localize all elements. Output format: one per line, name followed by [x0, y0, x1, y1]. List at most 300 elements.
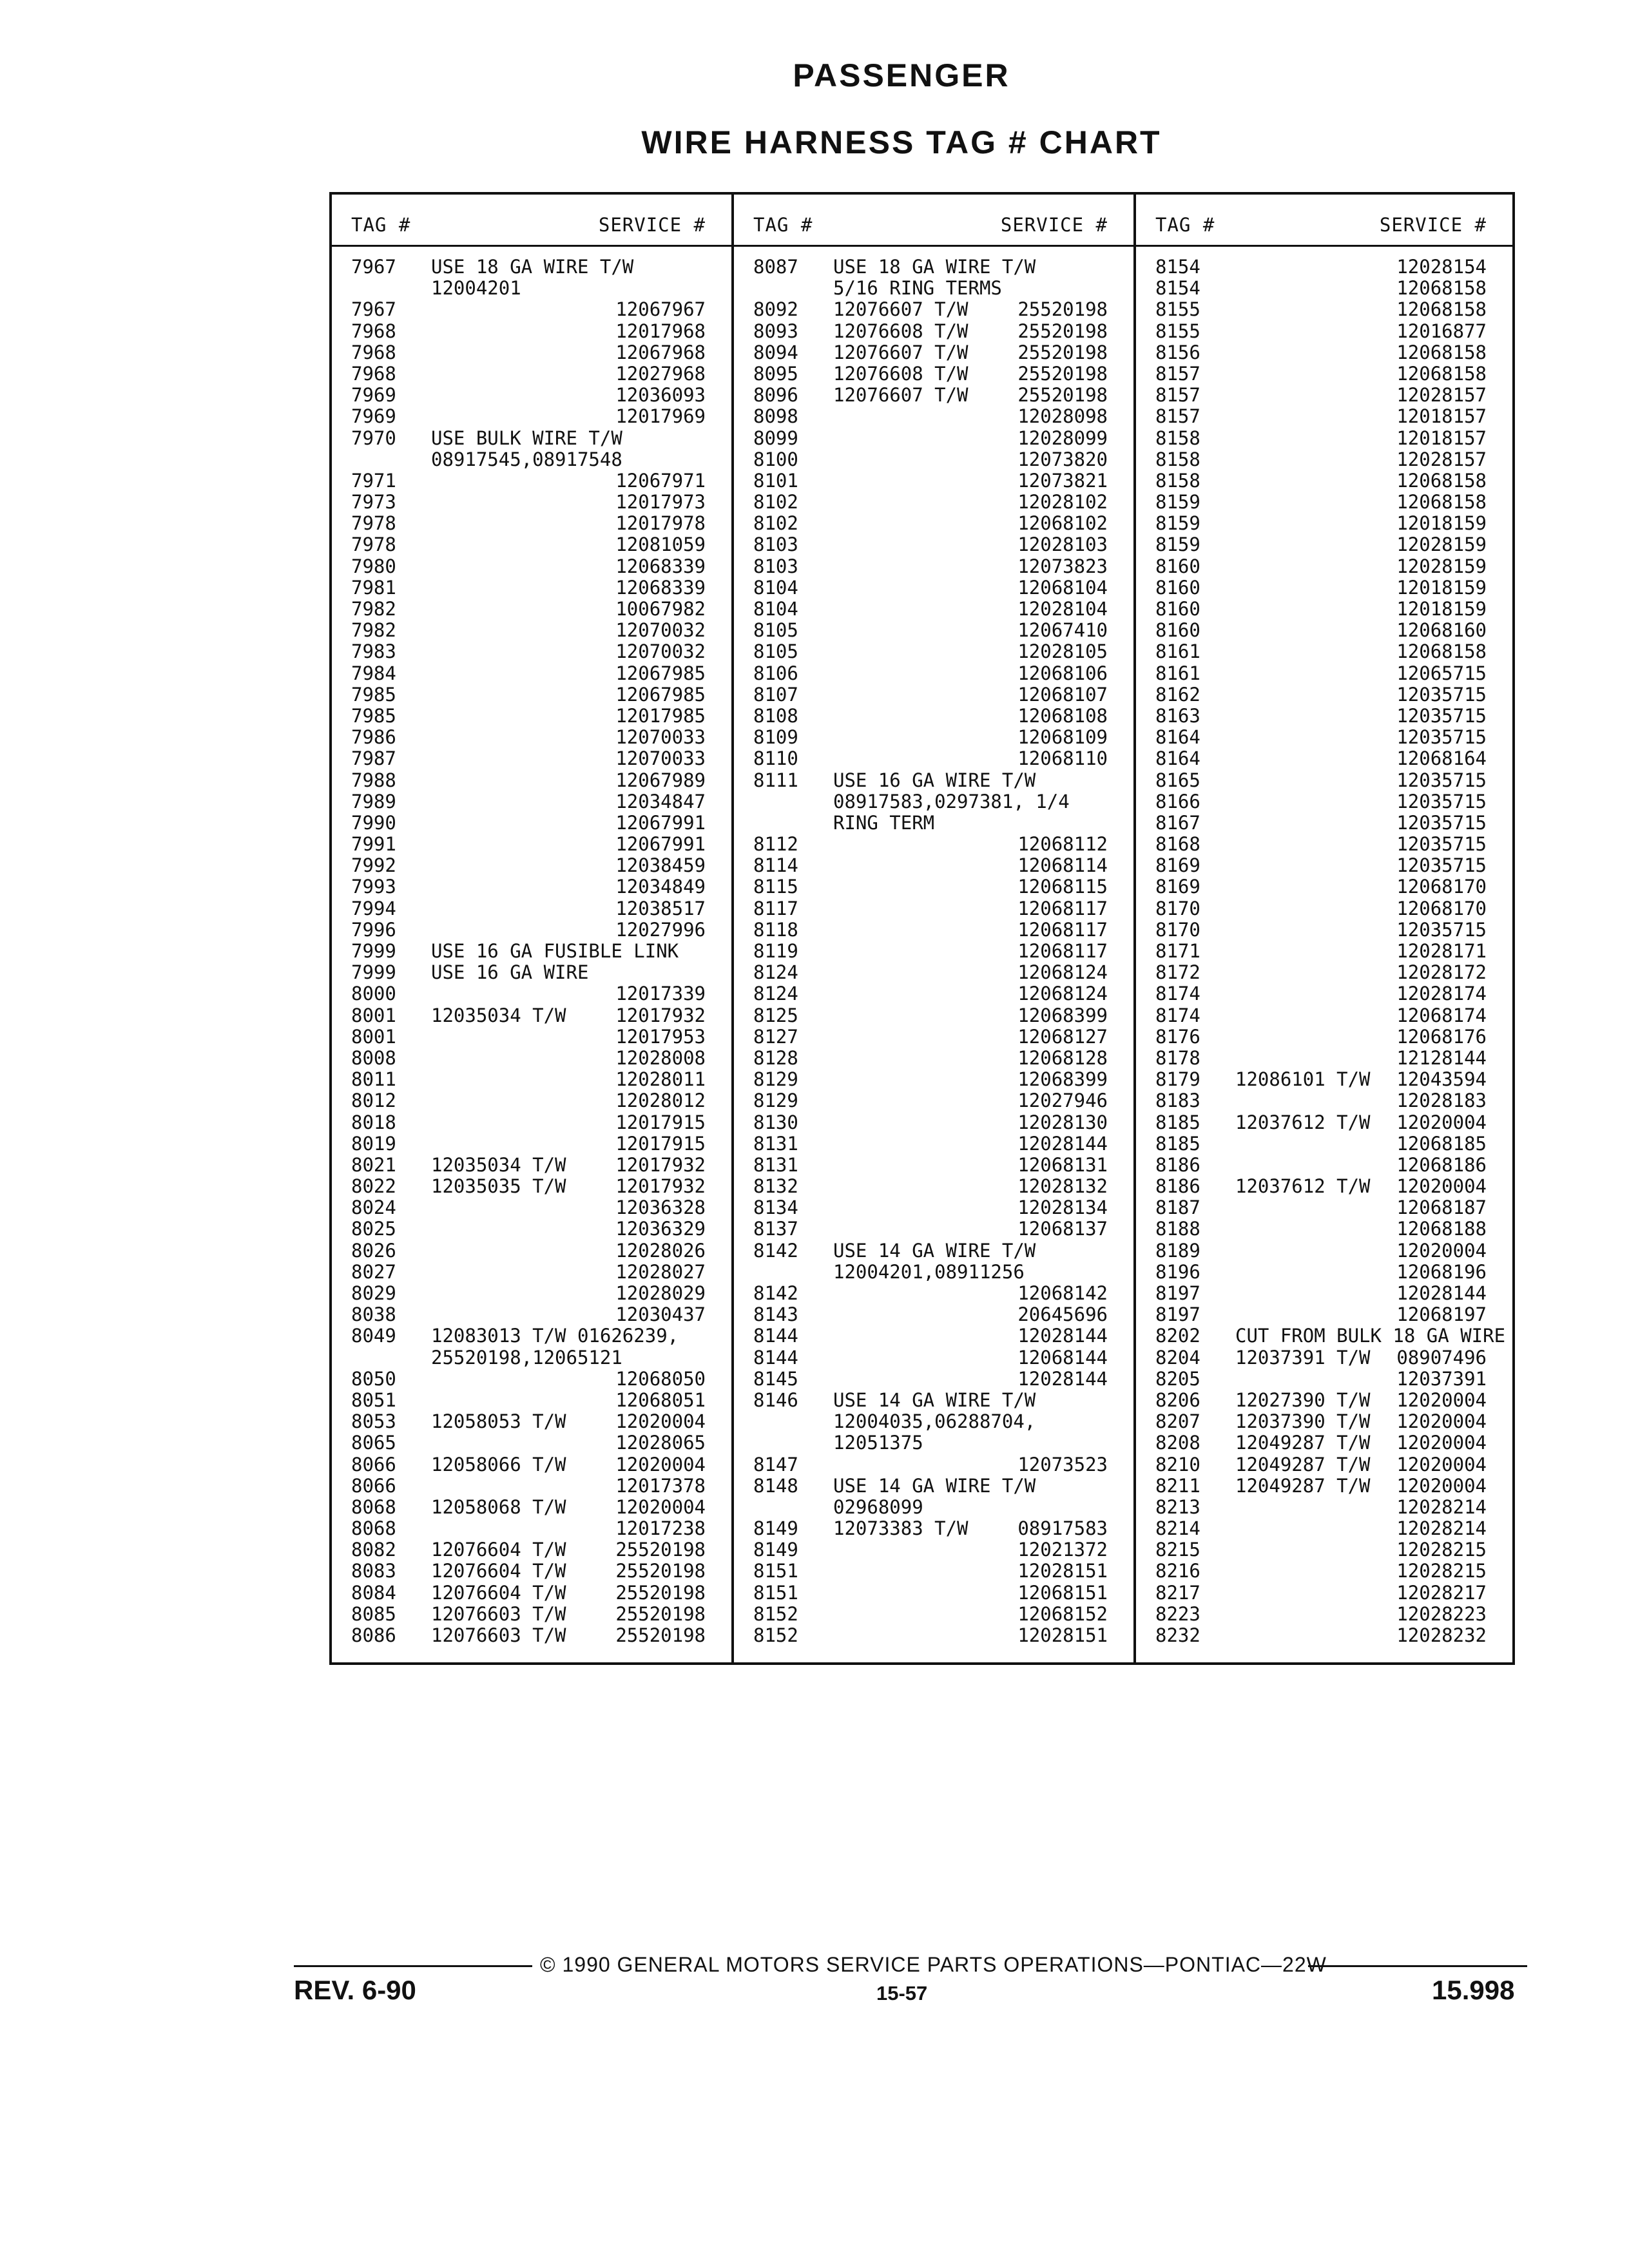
tag-cell: 7986	[351, 726, 396, 749]
tag-cell: 8167	[1155, 811, 1200, 834]
tag-cell: 7973	[351, 491, 396, 514]
table-row	[332, 812, 731, 834]
service-cell: 12017915	[615, 1132, 706, 1155]
tag-cell: 8223	[1155, 1602, 1200, 1625]
tag-cell: 8129	[753, 1090, 798, 1112]
table-row	[734, 983, 1133, 1004]
table-row	[332, 1475, 731, 1497]
service-cell: 12027996	[615, 918, 706, 941]
tag-cell: 8096	[753, 384, 798, 407]
table-row	[734, 1454, 1133, 1475]
service-cell: 12028130	[1017, 1111, 1108, 1133]
table-row	[734, 556, 1133, 577]
tag-cell: 8189	[1155, 1239, 1200, 1262]
service-cell: 12020004	[1396, 1474, 1487, 1497]
table-row	[1136, 727, 1512, 748]
tag-cell: 8012	[351, 1090, 396, 1112]
tag-cell: 8124	[753, 961, 798, 984]
table-row	[332, 1197, 731, 1218]
table-row	[734, 1005, 1133, 1026]
header-divider	[1136, 245, 1512, 247]
service-cell: 12028012	[615, 1090, 706, 1112]
tag-cell: 7978	[351, 533, 396, 556]
note-cell: 12058053 T/W	[431, 1410, 566, 1433]
tag-cell: 7984	[351, 662, 396, 684]
table-row	[734, 855, 1133, 876]
service-cell: 12037391	[1396, 1367, 1487, 1390]
service-cell: 12017968	[615, 320, 706, 342]
tag-cell: 8050	[351, 1367, 396, 1390]
service-cell: 20645696	[1017, 1303, 1108, 1326]
service-cell: 12068050	[615, 1367, 706, 1390]
table-row	[1136, 1262, 1512, 1283]
table-row	[332, 556, 731, 577]
tag-cell: 8093	[753, 320, 798, 342]
service-cell: 12027968	[615, 362, 706, 385]
service-cell: 12028223	[1396, 1602, 1487, 1625]
table-row	[1136, 748, 1512, 769]
table-row	[734, 1518, 1133, 1539]
tag-cell: 8206	[1155, 1389, 1200, 1411]
table-row	[1136, 641, 1512, 662]
service-cell: 12017978	[615, 512, 706, 535]
table-row	[1136, 1026, 1512, 1048]
table-row	[1136, 1325, 1512, 1347]
table-row	[734, 534, 1133, 555]
table-row	[332, 620, 731, 641]
tag-cell: 8114	[753, 854, 798, 877]
table-row	[734, 748, 1133, 769]
table-row	[734, 1432, 1133, 1454]
note-cell: 12004201	[431, 277, 521, 300]
table-row	[332, 428, 731, 449]
table-row	[734, 577, 1133, 599]
table-row	[332, 684, 731, 706]
service-cell: 12017378	[615, 1474, 706, 1497]
table-row	[734, 770, 1133, 791]
tag-cell: 8151	[753, 1581, 798, 1604]
service-cell: 12020004	[615, 1410, 706, 1433]
note-cell: 12049287 T/W	[1235, 1453, 1371, 1475]
tag-cell: 8164	[1155, 726, 1200, 749]
service-cell: 12020004	[615, 1453, 706, 1475]
table-row	[1136, 941, 1512, 962]
table-row	[332, 855, 731, 876]
service-cell: 12028157	[1396, 384, 1487, 407]
note-cell: USE 14 GA WIRE T/W	[833, 1389, 1036, 1411]
tag-cell: 7993	[351, 876, 396, 898]
table-row	[1136, 663, 1512, 684]
table-row	[1136, 1090, 1512, 1111]
table-row	[734, 1026, 1133, 1048]
table-row	[332, 1432, 731, 1454]
table-row	[1136, 278, 1512, 299]
tag-cell: 8142	[753, 1239, 798, 1262]
tag-cell: 8001	[351, 1025, 396, 1048]
table-row	[1136, 791, 1512, 812]
tag-cell: 8022	[351, 1175, 396, 1198]
tag-cell: 7985	[351, 704, 396, 727]
tag-cell: 8082	[351, 1539, 396, 1561]
service-cell: 12036093	[615, 384, 706, 407]
service-cell: 12068158	[1396, 640, 1487, 663]
service-cell: 12016877	[1396, 320, 1487, 342]
copyright-notice: © 1990 GENERAL MOTORS SERVICE PARTS OPERATIONS—PONTIAC—22W	[540, 1953, 1327, 1976]
tag-cell: 7991	[351, 833, 396, 856]
note-cell: 12076604 T/W	[431, 1539, 566, 1561]
table-row	[734, 962, 1133, 983]
service-cell: 12028098	[1017, 405, 1108, 428]
table-row	[332, 470, 731, 492]
table-row	[332, 1005, 731, 1026]
table-row	[1136, 684, 1512, 706]
table-row	[734, 1604, 1133, 1625]
service-cell: 25520198	[1017, 298, 1108, 321]
tag-cell: 8161	[1155, 640, 1200, 663]
service-cell: 12028217	[1396, 1581, 1487, 1604]
table-row	[734, 1197, 1133, 1218]
tag-cell: 7990	[351, 811, 396, 834]
tag-cell: 8101	[753, 469, 798, 492]
tag-cell: 7989	[351, 790, 396, 812]
tag-cell: 8132	[753, 1175, 798, 1198]
tag-cell: 8137	[753, 1218, 798, 1240]
table-row	[1136, 1218, 1512, 1240]
table-row	[734, 620, 1133, 641]
table-row	[332, 1133, 731, 1155]
tag-cell: 8174	[1155, 983, 1200, 1005]
wire-harness-table	[329, 192, 1515, 1665]
table-row	[1136, 256, 1512, 278]
service-cell: 12068164	[1396, 747, 1487, 770]
tag-cell: 8157	[1155, 405, 1200, 428]
table-row	[332, 256, 731, 278]
table-row	[332, 1604, 731, 1625]
service-cell: 12028159	[1396, 555, 1487, 577]
tag-cell: 7978	[351, 512, 396, 535]
table-row	[332, 1454, 731, 1475]
service-cell: 12068187	[1396, 1196, 1487, 1219]
table-row	[734, 684, 1133, 706]
tag-cell: 7987	[351, 747, 396, 770]
table-row	[1136, 449, 1512, 470]
table-row	[734, 363, 1133, 385]
note-cell: 12035034 T/W	[431, 1153, 566, 1176]
service-cell: 12068104	[1017, 576, 1108, 599]
table-row	[734, 513, 1133, 534]
service-cell: 12017339	[615, 983, 706, 1005]
tag-cell: 8142	[753, 1282, 798, 1304]
service-cell: 12035715	[1396, 769, 1487, 791]
tag-cell: 8103	[753, 533, 798, 556]
service-cell: 12067971	[615, 469, 706, 492]
tag-cell: 8119	[753, 940, 798, 962]
tag-cell: 8109	[753, 726, 798, 749]
tag-cell: 8208	[1155, 1432, 1200, 1454]
table-row	[332, 1369, 731, 1390]
table-row	[332, 898, 731, 919]
table-row	[734, 1582, 1133, 1604]
tag-cell: 8095	[753, 362, 798, 385]
note-cell: 12049287 T/W	[1235, 1432, 1371, 1454]
table-row	[332, 1411, 731, 1432]
tag-cell: 8051	[351, 1389, 396, 1411]
table-row	[734, 1325, 1133, 1347]
tag-cell: 7992	[351, 854, 396, 877]
table-row	[332, 1518, 731, 1539]
tag-cell: 8186	[1155, 1153, 1200, 1176]
note-cell: 12058068 T/W	[431, 1495, 566, 1518]
service-cell: 12028144	[1017, 1367, 1108, 1390]
table-row	[332, 406, 731, 427]
tag-cell: 8232	[1155, 1624, 1200, 1646]
note-cell: 12037391 T/W	[1235, 1346, 1371, 1369]
service-cell: 12027946	[1017, 1090, 1108, 1112]
note-cell: 12086101 T/W	[1235, 1068, 1371, 1091]
service-cell: 12036329	[615, 1218, 706, 1240]
tag-cell: 8214	[1155, 1517, 1200, 1540]
tag-cell: 8159	[1155, 491, 1200, 514]
service-cell: 12028215	[1396, 1560, 1487, 1582]
service-cell: 12067991	[615, 811, 706, 834]
note-cell: 12027390 T/W	[1235, 1389, 1371, 1411]
table-row	[1136, 1133, 1512, 1155]
service-cell: 12068107	[1017, 683, 1108, 706]
table-row	[1136, 1518, 1512, 1539]
table-row	[1136, 1454, 1512, 1475]
service-cell: 25520198	[615, 1624, 706, 1646]
table-row	[332, 299, 731, 320]
table-row	[734, 1497, 1133, 1518]
tag-cell: 8155	[1155, 298, 1200, 321]
tag-cell: 8160	[1155, 598, 1200, 620]
service-cell: 12028172	[1396, 961, 1487, 984]
table-row	[734, 663, 1133, 684]
service-cell: 12068144	[1017, 1346, 1108, 1369]
service-cell: 12073823	[1017, 555, 1108, 577]
tag-cell: 8163	[1155, 704, 1200, 727]
service-cell: 08907496	[1396, 1346, 1487, 1369]
table-row	[1136, 1475, 1512, 1497]
service-cell: 12017932	[615, 1175, 706, 1198]
service-cell: 12068109	[1017, 726, 1108, 749]
service-cell: 12067985	[615, 683, 706, 706]
service-cell: 25520198	[615, 1539, 706, 1561]
table-row	[332, 599, 731, 620]
tag-cell: 8179	[1155, 1068, 1200, 1091]
tag-cell: 8000	[351, 983, 396, 1005]
table-row	[1136, 1197, 1512, 1218]
service-cell: 12035715	[1396, 833, 1487, 856]
table-row	[734, 812, 1133, 834]
tag-cell: 8026	[351, 1239, 396, 1262]
tag-cell: 8157	[1155, 362, 1200, 385]
service-cell: 12081059	[615, 533, 706, 556]
tag-cell: 8110	[753, 747, 798, 770]
table-row	[734, 449, 1133, 470]
tag-cell: 8158	[1155, 448, 1200, 470]
table-row	[734, 470, 1133, 492]
service-cell: 12068117	[1017, 897, 1108, 919]
table-row	[1136, 1240, 1512, 1262]
table-row	[332, 577, 731, 599]
tag-cell: 8178	[1155, 1046, 1200, 1069]
tag-cell: 8187	[1155, 1196, 1200, 1219]
note-cell: 12004035,06288704,	[833, 1410, 1036, 1433]
service-cell: 12028027	[615, 1260, 706, 1283]
table-row	[734, 1218, 1133, 1240]
tag-cell: 8144	[753, 1346, 798, 1369]
service-cell: 12028174	[1396, 983, 1487, 1005]
header-tag: TAG #	[351, 214, 411, 236]
table-row	[1136, 1582, 1512, 1604]
tag-cell: 8145	[753, 1367, 798, 1390]
tag-cell: 8166	[1155, 790, 1200, 812]
service-cell: 12018159	[1396, 598, 1487, 620]
service-cell: 12068142	[1017, 1282, 1108, 1304]
service-cell: 12017915	[615, 1111, 706, 1133]
service-cell: 12017932	[615, 1004, 706, 1026]
table-row	[1136, 299, 1512, 320]
service-cell: 10067982	[615, 598, 706, 620]
table-row	[332, 983, 731, 1004]
tag-cell: 8160	[1155, 555, 1200, 577]
service-cell: 25520198	[1017, 341, 1108, 363]
tag-cell: 7969	[351, 405, 396, 428]
table-row	[734, 428, 1133, 449]
table-row	[1136, 321, 1512, 342]
tag-cell: 8144	[753, 1325, 798, 1347]
tag-cell: 8160	[1155, 576, 1200, 599]
tag-cell: 8159	[1155, 512, 1200, 535]
service-cell: 12018159	[1396, 576, 1487, 599]
tag-cell: 8160	[1155, 619, 1200, 642]
tag-cell: 8169	[1155, 876, 1200, 898]
table-row	[1136, 1347, 1512, 1369]
tag-cell: 8108	[753, 704, 798, 727]
table-row	[1136, 1432, 1512, 1454]
tag-cell: 8105	[753, 619, 798, 642]
table-row	[332, 534, 731, 555]
service-cell: 12068188	[1396, 1218, 1487, 1240]
service-cell: 12028065	[615, 1432, 706, 1454]
tag-cell: 8216	[1155, 1560, 1200, 1582]
note-cell: USE 14 GA WIRE T/W	[833, 1239, 1036, 1262]
table-row	[1136, 1604, 1512, 1625]
service-cell: 08917583	[1017, 1517, 1108, 1540]
service-cell: 12028154	[1396, 256, 1487, 278]
table-row	[734, 941, 1133, 962]
note-cell: 12058066 T/W	[431, 1453, 566, 1475]
service-cell: 12020004	[1396, 1453, 1487, 1475]
table-row	[1136, 342, 1512, 363]
table-row	[332, 1048, 731, 1069]
tag-cell: 8104	[753, 576, 798, 599]
service-cell: 25520198	[1017, 384, 1108, 407]
table-row	[1136, 1069, 1512, 1090]
table-row	[734, 641, 1133, 662]
service-cell: 12067991	[615, 833, 706, 856]
tag-cell: 8157	[1155, 384, 1200, 407]
table-row	[1136, 770, 1512, 791]
tag-cell: 8106	[753, 662, 798, 684]
service-cell: 12038459	[615, 854, 706, 877]
service-cell: 12028144	[1017, 1325, 1108, 1347]
service-cell: 12070033	[615, 747, 706, 770]
table-row	[332, 1561, 731, 1582]
table-column-2	[731, 195, 1133, 1662]
table-row	[734, 876, 1133, 898]
table-row	[734, 1176, 1133, 1197]
tag-cell: 8148	[753, 1474, 798, 1497]
note-cell: USE 18 GA WIRE T/W	[431, 256, 634, 278]
table-row	[1136, 834, 1512, 855]
tag-cell: 8147	[753, 1453, 798, 1475]
tag-cell: 8170	[1155, 897, 1200, 919]
service-cell: 12068176	[1396, 1025, 1487, 1048]
table-row	[734, 1069, 1133, 1090]
header-divider	[734, 245, 1133, 247]
table-row	[1136, 1561, 1512, 1582]
table-row	[734, 1475, 1133, 1497]
note-cell: 08917583,0297381, 1/4	[833, 790, 1070, 812]
tag-cell: 8100	[753, 448, 798, 470]
tag-cell: 8154	[1155, 277, 1200, 300]
note-cell: 12037390 T/W	[1235, 1410, 1371, 1433]
table-row	[1136, 599, 1512, 620]
service-cell: 12065715	[1396, 662, 1487, 684]
tag-cell: 8161	[1155, 662, 1200, 684]
note-cell: 12076608 T/W	[833, 320, 969, 342]
note-cell: 12076607 T/W	[833, 298, 969, 321]
tag-cell: 8155	[1155, 320, 1200, 342]
table-row	[332, 1218, 731, 1240]
table-row	[1136, 855, 1512, 876]
tag-cell: 8205	[1155, 1367, 1200, 1390]
table-row	[1136, 1369, 1512, 1390]
table-row	[332, 1582, 731, 1604]
table-row	[1136, 492, 1512, 513]
service-cell: 25520198	[615, 1581, 706, 1604]
tag-cell: 8156	[1155, 341, 1200, 363]
tag-cell: 8152	[753, 1602, 798, 1625]
table-row	[1136, 812, 1512, 834]
service-cell: 12068117	[1017, 918, 1108, 941]
table-row	[734, 1304, 1133, 1325]
tag-cell: 8112	[753, 833, 798, 856]
tag-cell: 8125	[753, 1004, 798, 1026]
table-row	[332, 1112, 731, 1133]
tag-cell: 8149	[753, 1539, 798, 1561]
table-row	[734, 1048, 1133, 1069]
footer-rule-left	[294, 1965, 532, 1967]
tag-cell: 8130	[753, 1111, 798, 1133]
tag-cell: 7994	[351, 897, 396, 919]
tag-cell: 8186	[1155, 1175, 1200, 1198]
table-row	[332, 1390, 731, 1411]
service-cell: 12068124	[1017, 983, 1108, 1005]
note-cell: USE 14 GA WIRE T/W	[833, 1474, 1036, 1497]
service-cell: 12020004	[1396, 1175, 1487, 1198]
tag-cell: 8019	[351, 1132, 396, 1155]
service-cell: 12035715	[1396, 683, 1487, 706]
tag-cell: 8152	[753, 1624, 798, 1646]
service-cell: 25520198	[615, 1560, 706, 1582]
tag-cell: 8162	[1155, 683, 1200, 706]
service-cell: 12068174	[1396, 1004, 1487, 1026]
table-row	[1136, 620, 1512, 641]
note-cell: USE 16 GA FUSIBLE LINK	[431, 940, 679, 962]
